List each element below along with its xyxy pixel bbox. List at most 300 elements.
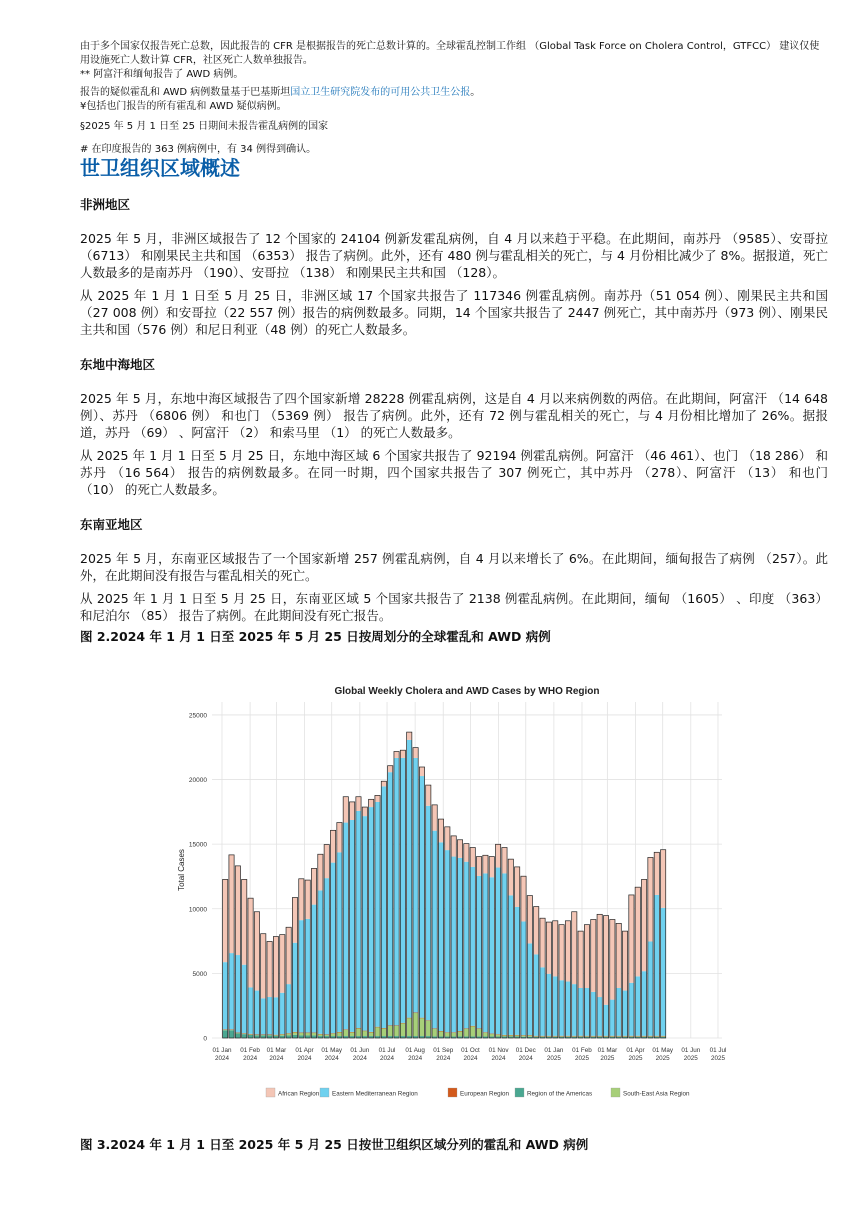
bar-segment [476, 1029, 481, 1037]
region-paragraph: 从 2025 年 1 月 1 日至 5 月 25 日，东南亚区域 5 个国家共报告了 2138 例霍乱病例。在此期间，缅甸 （1605） 、印度 （363） 和尼泊尔 （85） 报告了病例。在此期间没有死亡报告。 [80, 591, 828, 623]
bar-segment [591, 919, 596, 991]
bar-segment [419, 1018, 424, 1036]
figure-2-title: 图 2.2024 年 1 月 1 日至 2025 年 5 月 25 日按周划分的全球霍乱和 AWD 病例 [80, 629, 551, 644]
bar-segment [438, 1031, 443, 1036]
bar-segment [661, 1036, 666, 1037]
bar-segment [496, 1034, 501, 1035]
bar-segment [419, 776, 424, 1018]
bar-segment [451, 1032, 456, 1033]
bar-segment [400, 1023, 405, 1036]
bar-segment [527, 896, 532, 944]
bar-segment [521, 921, 526, 1035]
bar-segment [578, 988, 583, 1036]
bar-segment [229, 953, 234, 1029]
chart-x-ticks [213, 1047, 727, 1062]
bar-segment [305, 1035, 310, 1038]
y-tick-label: 15000 [188, 841, 207, 849]
bar-segment [362, 807, 367, 816]
bar-segment [381, 786, 386, 1028]
bar-segment [350, 802, 355, 820]
bar-segment [254, 991, 259, 1035]
bar-segment [280, 1034, 285, 1035]
footnote-india: # 在印度报告的 363 例病例中，有 34 例得到确认。 [80, 144, 317, 155]
bar-segment [229, 1030, 234, 1038]
bar-segment [508, 895, 513, 1035]
bar-segment [305, 1033, 310, 1036]
bar-segment [496, 1035, 501, 1037]
bar-segment [445, 1033, 450, 1037]
bar-segment [641, 879, 646, 971]
x-tick-year: 2024 [214, 1055, 230, 1062]
bar-segment [223, 1030, 228, 1038]
bar-segment [654, 1036, 659, 1037]
bar-segment [483, 873, 488, 1032]
bar-segment [261, 1035, 266, 1038]
bar-segment [369, 1032, 374, 1033]
bar-segment [426, 1021, 431, 1037]
bar-segment [419, 767, 424, 776]
bar-segment [616, 988, 621, 1036]
bar-segment [407, 1018, 412, 1019]
region-paragraph: 2025 年 5 月，非洲区域报告了 12 个国家的 24104 例新发霍乱病例，自 4 月以来趋于平稳。在此期间，南苏丹 （9585）、安哥拉 （6713） 和刚果民主共和国 （6353） 报告了病例。此外，还有 480 例与霍乱相关的死亡，与 4 月份相比减少了 8%。据报道，死亡人数最多的是南苏丹 （190）、安哥拉 （138） 和刚果民主共和国 （128）。 [80, 231, 828, 280]
bar-segment [502, 848, 507, 874]
bar-segment [305, 1033, 310, 1034]
bar-segment [476, 857, 481, 876]
bar-segment [534, 1036, 539, 1037]
bar-segment [603, 916, 608, 1005]
bar-segment [400, 758, 405, 1023]
bar-segment [223, 1029, 228, 1030]
x-tick-year: 2024 [436, 1055, 451, 1062]
pakistan-bulletin-link[interactable]: 国立卫生研究院发布的可用公共卫生公报 [290, 87, 471, 98]
bar-segment [267, 997, 272, 1034]
x-tick-year: 2024 [408, 1055, 423, 1062]
bar-segment [540, 967, 545, 1035]
x-tick-year: 2024 [380, 1055, 395, 1062]
bar-segment [597, 914, 602, 997]
bar-segment [343, 1029, 348, 1030]
footnote-pakistan-suffix: 。 [470, 87, 481, 98]
bar-segment [451, 857, 456, 1033]
bar-segment [597, 997, 602, 1036]
bar-segment [584, 1036, 589, 1037]
x-tick-label: 01 Oct [461, 1047, 480, 1054]
bar-segment [584, 925, 589, 988]
bar-segment [400, 750, 405, 758]
bar-segment [553, 921, 558, 977]
bar-segment [299, 1033, 304, 1034]
bar-segment [457, 840, 462, 858]
bar-segment [350, 1032, 355, 1033]
bar-segment [457, 1031, 462, 1032]
bar-segment [388, 1026, 393, 1036]
bar-segment [388, 1025, 393, 1026]
bar-segment [254, 1035, 259, 1038]
bar-segment [318, 1034, 323, 1036]
bar-segment [318, 854, 323, 890]
bar-segment [273, 997, 278, 1034]
bar-segment [394, 1025, 399, 1026]
region-paragraph: 从 2025 年 1 月 1 日至 5 月 25 日，东地中海区域 6 个国家共报告了 92194 例霍乱病例。阿富汗 （46 461）、也门 （18 286） 和苏丹 （16 564） 报告的病例数最多。在同一时期，四个国家共报告了 307 例死亡，其中苏丹 （278）、阿富汗 （13） 和也门 （10） 的死亡人数最多。 [80, 448, 828, 497]
bar-segment [426, 785, 431, 806]
bar-segment [496, 868, 501, 1035]
bar-segment [330, 1033, 335, 1034]
bar-segment [248, 898, 253, 987]
bar-segment [381, 1028, 386, 1036]
legend-label: South-East Asia Region [623, 1090, 690, 1098]
bar-segment [464, 844, 469, 862]
bar-segment [394, 758, 399, 1026]
bar-segment [311, 868, 316, 904]
bar-segment [489, 857, 494, 878]
bar-segment [445, 850, 450, 1032]
bar-segment [470, 1026, 475, 1036]
legend-label: Region of the Americas [527, 1090, 593, 1098]
bar-segment [565, 982, 570, 1036]
bar-segment [305, 880, 310, 919]
bar-segment [292, 1032, 297, 1035]
legend-label: European Region [460, 1090, 510, 1098]
bar-segment [546, 922, 551, 974]
bar-segment [635, 887, 640, 976]
bar-segment [559, 980, 564, 1036]
legend-label: African Region [278, 1090, 320, 1098]
bar-segment [476, 1028, 481, 1029]
x-tick-year: 2024 [463, 1055, 478, 1062]
bar-segment [254, 1035, 259, 1036]
x-tick-label: 01 Mar [597, 1047, 618, 1054]
bar-segment [438, 842, 443, 1031]
bar-segment [286, 1033, 291, 1034]
bar-segment [223, 879, 228, 962]
bar-segment [515, 1035, 520, 1036]
bar-segment [546, 1036, 551, 1037]
bar-segment [261, 934, 266, 999]
chart-title: Global Weekly Cholera and AWD Cases by WHO Region [334, 686, 600, 697]
bar-segment [337, 1032, 342, 1036]
bar-segment [388, 766, 393, 772]
bar-segment [464, 862, 469, 1029]
footnote-yemen: ¥包括也门报告的所有霍乱和 AWD 疑似病例。 [80, 101, 287, 112]
x-tick-year: 2025 [628, 1055, 643, 1062]
footnote-pakistan [80, 86, 828, 100]
bar-segment [502, 873, 507, 1035]
x-tick-year: 2024 [269, 1055, 284, 1062]
bar-segment [654, 852, 659, 895]
bar-segment [629, 895, 634, 983]
bar-segment [248, 987, 253, 1034]
footnote-no-report: §2025 年 5 月 1 日至 25 日期间未报告霍乱病例的国家 [80, 121, 329, 132]
bar-segment [610, 919, 615, 999]
bar-segment [629, 1036, 634, 1037]
region-heading-south-east-asia: 东南亚地区 [80, 517, 143, 532]
bar-segment [318, 1034, 323, 1035]
bar-segment [292, 1035, 297, 1038]
bar-segment [337, 823, 342, 853]
bar-segment [489, 877, 494, 1033]
x-tick-label: 01 Sep [433, 1047, 454, 1054]
bar-segment [622, 991, 627, 1036]
x-tick-label: 01 Jan [544, 1047, 564, 1054]
bar-segment [515, 907, 520, 1035]
x-tick-label: 01 Dec [515, 1047, 536, 1054]
bar-segment [292, 898, 297, 943]
bar-segment [661, 850, 666, 908]
y-tick-label: 20000 [188, 777, 207, 785]
legend-swatch [611, 1088, 620, 1097]
bar-segment [273, 937, 278, 998]
bar-segment [362, 1031, 367, 1036]
x-tick-year: 2024 [324, 1055, 339, 1062]
x-tick-year: 2025 [574, 1055, 589, 1062]
bar-segment [254, 912, 259, 991]
bar-segment [356, 811, 361, 1028]
bar-segment [508, 1035, 513, 1036]
bar-segment [457, 1031, 462, 1036]
bar-segment [407, 740, 412, 1018]
bar-segment [318, 890, 323, 1033]
region-paragraph: 2025 年 5 月，东地中海区域报告了四个国家新增 28228 例霍乱病例，这是自 4 月以来病例数的两倍。在此期间，阿富汗 （14 648 例）、苏丹 （6806 例） 和也门 （5369 例） 报告了病例。此外，还有 72 例与霍乱相关的死亡，与 4 月份相比增加了 26%。据报道，苏丹 （69） 、阿富汗 （2） 和索马里 （1） 的死亡人数最多。 [80, 391, 828, 440]
chart-y-ticks [189, 712, 207, 1042]
bar-segment [235, 866, 240, 955]
x-tick-label: 01 Jun [350, 1047, 370, 1054]
region-paragraph: 从 2025 年 1 月 1 日至 5 月 25 日，非洲区域 17 个国家共报告了 117346 例霍乱病例。南苏丹（51 054 例）、刚果民主共和国（27 008 例）和安哥拉（22 557 例）报告的病例数最多。同期，14 个国家共报告了 2447 例死亡，其中南苏丹（973 例）、刚果民主共和国（576 例）和尼日利亚（48 例）的死亡人数最多。 [80, 288, 828, 337]
bar-segment [540, 918, 545, 967]
figure-3-title: 图 3.2024 年 1 月 1 日至 2025 年 5 月 25 日按世卫组织区域分列的霍乱和 AWD 病例 [80, 1137, 589, 1152]
bar-segment [483, 855, 488, 873]
bar-segment [356, 1028, 361, 1029]
bar-segment [311, 1033, 316, 1036]
bar-segment [629, 983, 634, 1036]
bar-segment [343, 1030, 348, 1036]
bar-segment [572, 984, 577, 1036]
bar-segment [413, 1013, 418, 1014]
x-tick-label: 01 Feb [572, 1047, 592, 1054]
bar-segment [286, 927, 291, 984]
bar-segment [229, 855, 234, 953]
bar-segment [565, 1036, 570, 1037]
bar-segment [242, 1034, 247, 1038]
x-tick-year: 2024 [518, 1055, 533, 1062]
bar-segment [407, 1018, 412, 1036]
bar-segment [521, 1035, 526, 1036]
bar-segment [388, 772, 393, 1025]
bar-segment [591, 1036, 596, 1037]
bar-segment [337, 852, 342, 1032]
bar-segment [648, 1036, 653, 1037]
bar-segment [553, 976, 558, 1035]
x-tick-label: 01 May [321, 1047, 343, 1054]
bar-segment [527, 943, 532, 1035]
x-tick-label: 01 Feb [240, 1047, 260, 1054]
bar-segment [635, 976, 640, 1035]
bar-segment [223, 962, 228, 1029]
y-tick-label: 10000 [188, 906, 207, 914]
bar-segment [292, 943, 297, 1032]
x-tick-year: 2025 [710, 1055, 726, 1062]
bar-segment [534, 907, 539, 955]
x-tick-label: 01 May [652, 1047, 674, 1054]
legend-swatch [515, 1088, 524, 1097]
bar-segment [242, 879, 247, 964]
bar-segment [381, 781, 386, 786]
bar-segment [330, 830, 335, 862]
x-tick-year: 2025 [546, 1055, 561, 1062]
bar-segment [362, 1031, 367, 1032]
bar-segment [559, 925, 564, 981]
region-heading-eastern-mediterranean: 东地中海地区 [80, 357, 156, 372]
bar-segment [362, 816, 367, 1031]
bar-segment [661, 908, 666, 1036]
x-tick-year: 2024 [243, 1055, 258, 1062]
bar-segment [267, 941, 272, 997]
bar-segment [534, 954, 539, 1035]
bar-segment [616, 923, 621, 988]
bar-segment [489, 1034, 494, 1035]
bar-segment [584, 988, 589, 1036]
bar-segment [273, 1035, 278, 1036]
bar-segment [299, 1035, 304, 1038]
bar-segment [350, 820, 355, 1032]
bar-segment [311, 1033, 316, 1034]
bar-segment [438, 819, 443, 842]
footnote-pakistan-prefix: 报告的疑似霍乱和 AWD 病例数量基于巴基斯坦 [80, 87, 291, 98]
bar-segment [610, 1036, 615, 1037]
bar-segment [616, 1036, 621, 1037]
x-tick-label: 01 Jul [378, 1047, 396, 1054]
bar-segment [330, 863, 335, 1034]
bar-segment [375, 802, 380, 1027]
x-tick-year: 2024 [491, 1055, 506, 1062]
bar-segment [324, 878, 329, 1034]
bar-segment [356, 797, 361, 811]
footnote-cfr: 由于多个国家仅报告死亡总数，因此报告的 CFR 是根据报告的死亡总数计算的。全球霍乱控制工作组 （Global Task Force on Cholera Control，GTFCC） 建议仅使用设施死亡人数计算 CFR，社区死亡人数单独报告。 [80, 41, 820, 66]
x-tick-label: 01 Jun [681, 1047, 701, 1054]
legend-label: Eastern Mediterranean Region [332, 1090, 418, 1098]
bar-segment [229, 1029, 234, 1030]
bar-segment [578, 1036, 583, 1037]
bar-segment [299, 920, 304, 1032]
bar-segment [489, 1034, 494, 1037]
bar-segment [235, 955, 240, 1033]
bar-segment [356, 1028, 361, 1036]
bar-segment [324, 845, 329, 879]
bar-segment [261, 1035, 266, 1036]
bar-segment [483, 1032, 488, 1033]
bar-segment [641, 1036, 646, 1037]
bar-segment [597, 1036, 602, 1037]
y-tick-label: 5000 [192, 970, 207, 978]
bar-segment [457, 858, 462, 1031]
bar-segment [496, 844, 501, 867]
section-title: 世卫组织区域概述 [80, 156, 240, 180]
bar-segment [432, 831, 437, 1029]
bar-segment [521, 876, 526, 921]
x-tick-label: 01 Apr [626, 1047, 645, 1054]
legend-swatch [448, 1088, 457, 1097]
bar-segment [445, 827, 450, 850]
bar-segment [299, 879, 304, 920]
legend-swatch [266, 1088, 275, 1097]
x-tick-year: 2025 [655, 1055, 670, 1062]
bar-segment [261, 998, 266, 1034]
bar-segment [540, 1036, 545, 1037]
bar-segment [470, 848, 475, 867]
x-tick-year: 2024 [352, 1055, 367, 1062]
bar-segment [572, 912, 577, 984]
bar-segment [286, 1033, 291, 1035]
bar-segment [648, 857, 653, 941]
bar-segment [603, 1005, 608, 1036]
bar-segment [413, 758, 418, 1013]
bar-segment [343, 797, 348, 823]
bar-segment [299, 1033, 304, 1036]
bar-segment [394, 1026, 399, 1036]
bar-segment [476, 876, 481, 1028]
bar-segment [311, 905, 316, 1033]
bar-segment [432, 805, 437, 831]
bar-segment [546, 974, 551, 1036]
weekly-cases-chart [170, 680, 730, 1110]
x-tick-label: 01 Jan [212, 1047, 232, 1054]
bar-segment [242, 965, 247, 1033]
region-paragraph: 2025 年 5 月，东南亚区域报告了一个国家新增 257 例霍乱病例，自 4 月以来增长了 6%。在此期间，缅甸报告了病例 （257）。此外，在此期间没有报告与霍乱相关的死亡。 [80, 551, 828, 583]
bar-segment [565, 921, 570, 982]
bar-segment [622, 1036, 627, 1037]
bar-segment [267, 1035, 272, 1038]
bar-segment [451, 836, 456, 857]
bar-segment [603, 1036, 608, 1037]
bar-segment [483, 1033, 488, 1037]
bar-segment [527, 1035, 532, 1036]
bar-segment [267, 1035, 272, 1036]
bar-segment [248, 1035, 253, 1038]
x-tick-label: 01 Nov [488, 1047, 509, 1054]
bar-segment [635, 1036, 640, 1037]
bar-segment [280, 993, 285, 1034]
bar-segment [426, 1020, 431, 1021]
bar-segment [375, 1027, 380, 1036]
bar-segment [305, 919, 310, 1033]
bar-segment [426, 806, 431, 1021]
bar-segment [311, 1035, 316, 1038]
bar-segment [330, 1033, 335, 1036]
bar-segment [407, 732, 412, 740]
bar-segment [622, 931, 627, 990]
y-tick-label: 0 [203, 1035, 207, 1043]
bar-segment [502, 1035, 507, 1036]
bar-segment [578, 931, 583, 988]
bar-segment [508, 859, 513, 895]
footnote-afghanistan-myanmar: ** 阿富汗和缅甸报告了 AWD 病例。 [80, 69, 244, 80]
bar-segment [572, 1036, 577, 1037]
bar-segment [451, 1033, 456, 1037]
bar-segment [369, 799, 374, 807]
region-heading-africa: 非洲地区 [80, 197, 131, 212]
bar-segment [286, 1035, 291, 1038]
x-tick-label: 01 Jul [709, 1047, 727, 1054]
bar-segment [432, 1029, 437, 1037]
bar-segment [648, 941, 653, 1035]
bar-segment [654, 895, 659, 1036]
bar-segment [438, 1031, 443, 1032]
x-tick-year: 2024 [297, 1055, 312, 1062]
bar-segment [413, 1013, 418, 1036]
legend-swatch [320, 1088, 329, 1097]
x-tick-label: 01 Aug [405, 1047, 425, 1054]
y-tick-label: 25000 [188, 712, 207, 720]
bar-segment [464, 1029, 469, 1037]
